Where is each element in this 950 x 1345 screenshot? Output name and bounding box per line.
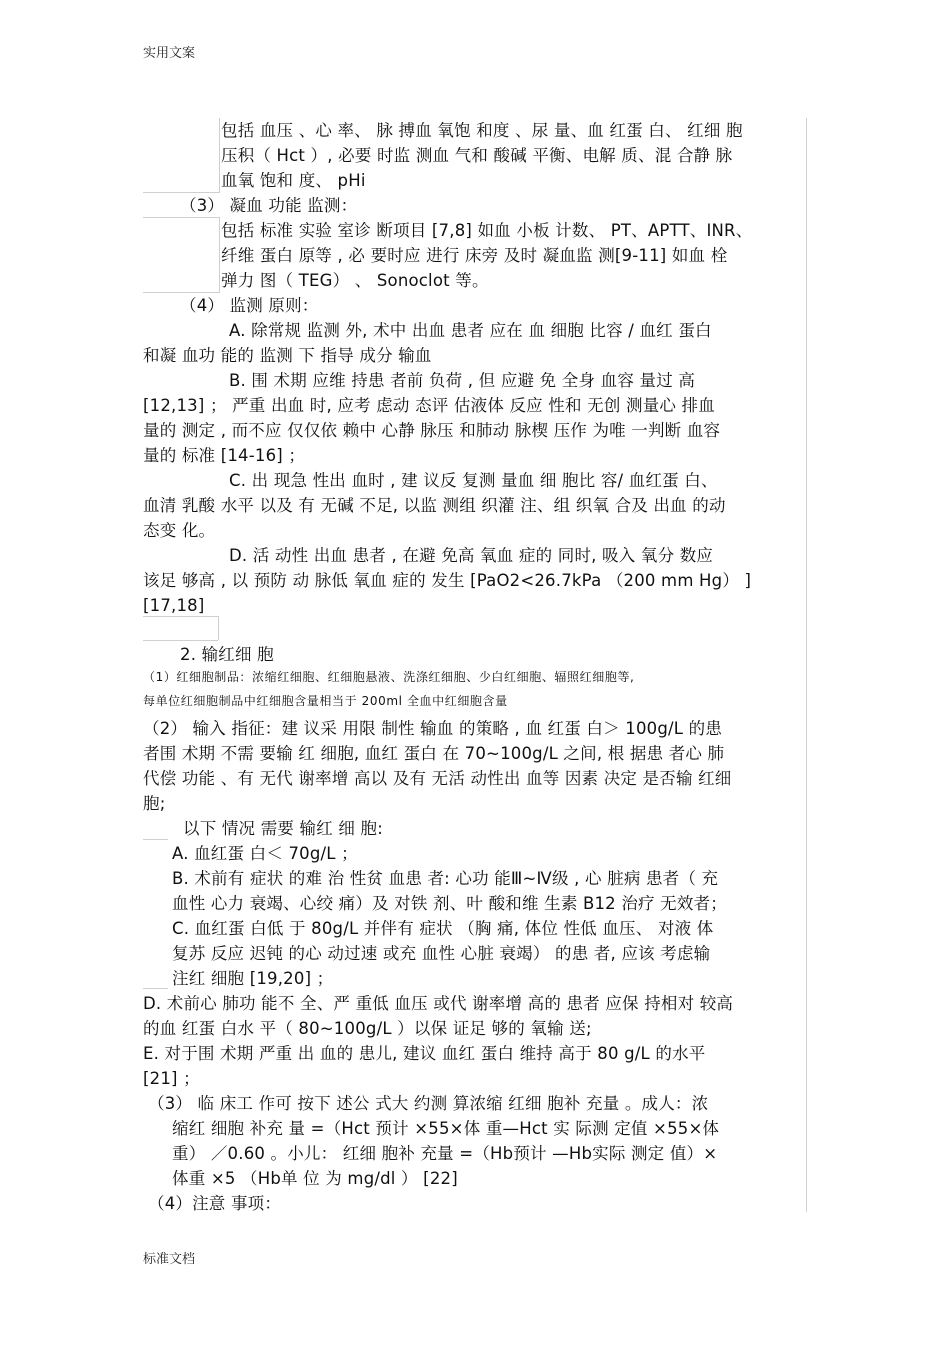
text-line: C. 出 现急 性出 血时 , 建 议反 复测 量血 细 胞比 容/ 血红蛋 白、 [229, 471, 718, 490]
text-line: （3） 凝血 功能 监测： [180, 196, 358, 215]
text-line: 该足 够高 , 以 预防 动 脉低 氧血 症的 发生 [PaO2<26.7kPa （200 mm Hg） ] [143, 571, 752, 590]
text-line: 血氧 饱和 度、 pHi [221, 171, 366, 190]
text-line: 量的 标准 [14-16] ； [143, 446, 306, 465]
text-line: 和凝 血功 能的 监测 下 指导 成分 输血 [143, 346, 432, 365]
text-line: 复苏 反应 迟钝 的心 动过速 或充 血性 心脏 衰竭） 的患 者, 应该 考虑输 [172, 944, 711, 963]
text-line: 血清 乳酸 水平 以及 有 无碱 不足, 以监 测组 织灌 注、组 织氧 合及 出血 的动 [143, 496, 726, 515]
text-line: [21] ； [143, 1069, 200, 1088]
text-line: 态变 化。 [143, 521, 216, 540]
rule-5 [143, 640, 218, 641]
page-header: 实用文案 [143, 46, 196, 61]
right-rule [806, 118, 807, 1212]
text-line: 血性 心力 衰竭、心绞 痛）及 对铁 剂、叶 酸和维 生素 B12 治疗 无效者； [172, 894, 727, 913]
text-line: D. 术前心 肺功 能不 全、严 重低 血压 或代 谢率增 高的 患者 应保 持相对 较高 [143, 994, 734, 1013]
text-line: [12,13] ； 严重 出血 时, 应考 虑动 态评 估液体 反应 性和 无创 测量心 排血 [143, 396, 715, 415]
text-line: 纤维 蛋白 原等 , 必 要时应 进行 床旁 及时 凝血监 测[9-11] 如血 栓 [221, 246, 728, 265]
text-line: 体重 ×5 （Hb单 位 为 mg/dl ） [22] [172, 1169, 458, 1188]
small-text-line: 每单位红细胞制品中红细胞含量相当于 200ml 全血中红细胞含量 [143, 694, 508, 708]
text-line: 代偿 功能 、有 无代 谢率增 高以 及有 无活 动性出 血等 因素 决定 是否输 红细 [143, 769, 732, 788]
text-line: 量的 测定 , 而不应 仅仅依 赖中 心静 脉压 和肺动 脉楔 压作 为唯 一判断 血容 [143, 421, 721, 440]
text-line: （3） 临 床工 作可 按下 述公 式大 约测 算浓缩 红细 胞补 充量 。成人：浓 [148, 1094, 709, 1113]
text-line: [17,18] [143, 596, 205, 615]
text-line: D. 活 动性 出血 患者 , 在避 免高 氧血 症的 同时, 吸入 氧分 数应 [229, 546, 714, 565]
text-line: B. 围 术期 应维 持患 者前 负荷 , 但 应避 免 全身 血容 量过 高 [229, 371, 696, 390]
left-rule-mid [219, 218, 220, 292]
left-rule-top [219, 118, 220, 192]
rule-8 [143, 988, 168, 989]
text-line: A. 血红蛋 白＜ 70g/L ； [172, 844, 358, 863]
text-line: 弹力 图（ TEG） 、 Sonoclot 等。 [221, 271, 489, 290]
small-text-line: （1）红细胞制品：浓缩红细胞、红细胞悬液、洗涤红细胞、少白红细胞、辐照红细胞等, [143, 670, 635, 684]
text-line: （4） 监测 原则： [180, 296, 319, 315]
rule-6 [218, 616, 219, 640]
text-line: 注红 细胞 [19,20] ； [172, 969, 334, 988]
section-heading: 2. 输红细 胞 [180, 645, 274, 664]
text-line: 包括 标准 实验 室诊 断项目 [7,8] 如血 小板 计数、 PT、APTT、INR、 [221, 221, 753, 240]
text-line: A. 除常规 监测 外, 术中 出血 患者 应在 血 细胞 比容 / 血红 蛋白 [229, 321, 712, 340]
page-footer: 标准文档 [143, 1252, 196, 1267]
text-line: （2） 输入 指征：建 议采 用限 制性 输血 的策略 , 血 红蛋 白＞ 100g/L 的患 [143, 719, 723, 738]
text-line: （4）注意 事项： [148, 1194, 282, 1213]
text-line: 包括 血压 、心 率、 脉 搏血 氧饱 和度 、尿 量、血 红蛋 白、 红细 胞 [221, 121, 743, 140]
text-line: C. 血红蛋 白低 于 80g/L 并伴有 症状 （胸 痛, 体位 性低 血压、 对液 体 [172, 919, 714, 938]
text-line: 压积（ Hct ）, 必要 时监 测血 气和 酸碱 平衡、电解 质、混 合静 脉 [221, 146, 733, 165]
text-line: 的血 红蛋 白水 平（ 80~100g/L ）以保 证足 够的 氧输 送; [143, 1019, 592, 1038]
text-line: B. 术前有 症状 的难 治 性贫 血患 者: 心功 能Ⅲ~Ⅳ级 , 心 脏病 患者（ 充 [172, 869, 719, 888]
text-line: 以下 情况 需要 输红 细 胞: [183, 819, 383, 838]
text-line: E. 对于围 术期 严重 出 血的 患儿, 建议 血红 蛋白 维持 高于 80 g/L 的水平 [143, 1044, 706, 1063]
text-line: 缩红 细胞 补充 量 =（Hct 预计 ×55×体 重—Hct 实 际测 定值 ×55×体 [172, 1119, 720, 1138]
rule-7 [143, 839, 168, 840]
text-line: 者围 术期 不需 要输 红 细胞, 血红 蛋白 在 70~100g/L 之间, 根 据患 者心 肺 [143, 744, 725, 763]
text-line: 胞; [143, 794, 166, 813]
text-line: 重） ／0.60 。小儿： 红细 胞补 充量 =（Hb预计 —Hb实际 测定 值）× [172, 1144, 718, 1163]
